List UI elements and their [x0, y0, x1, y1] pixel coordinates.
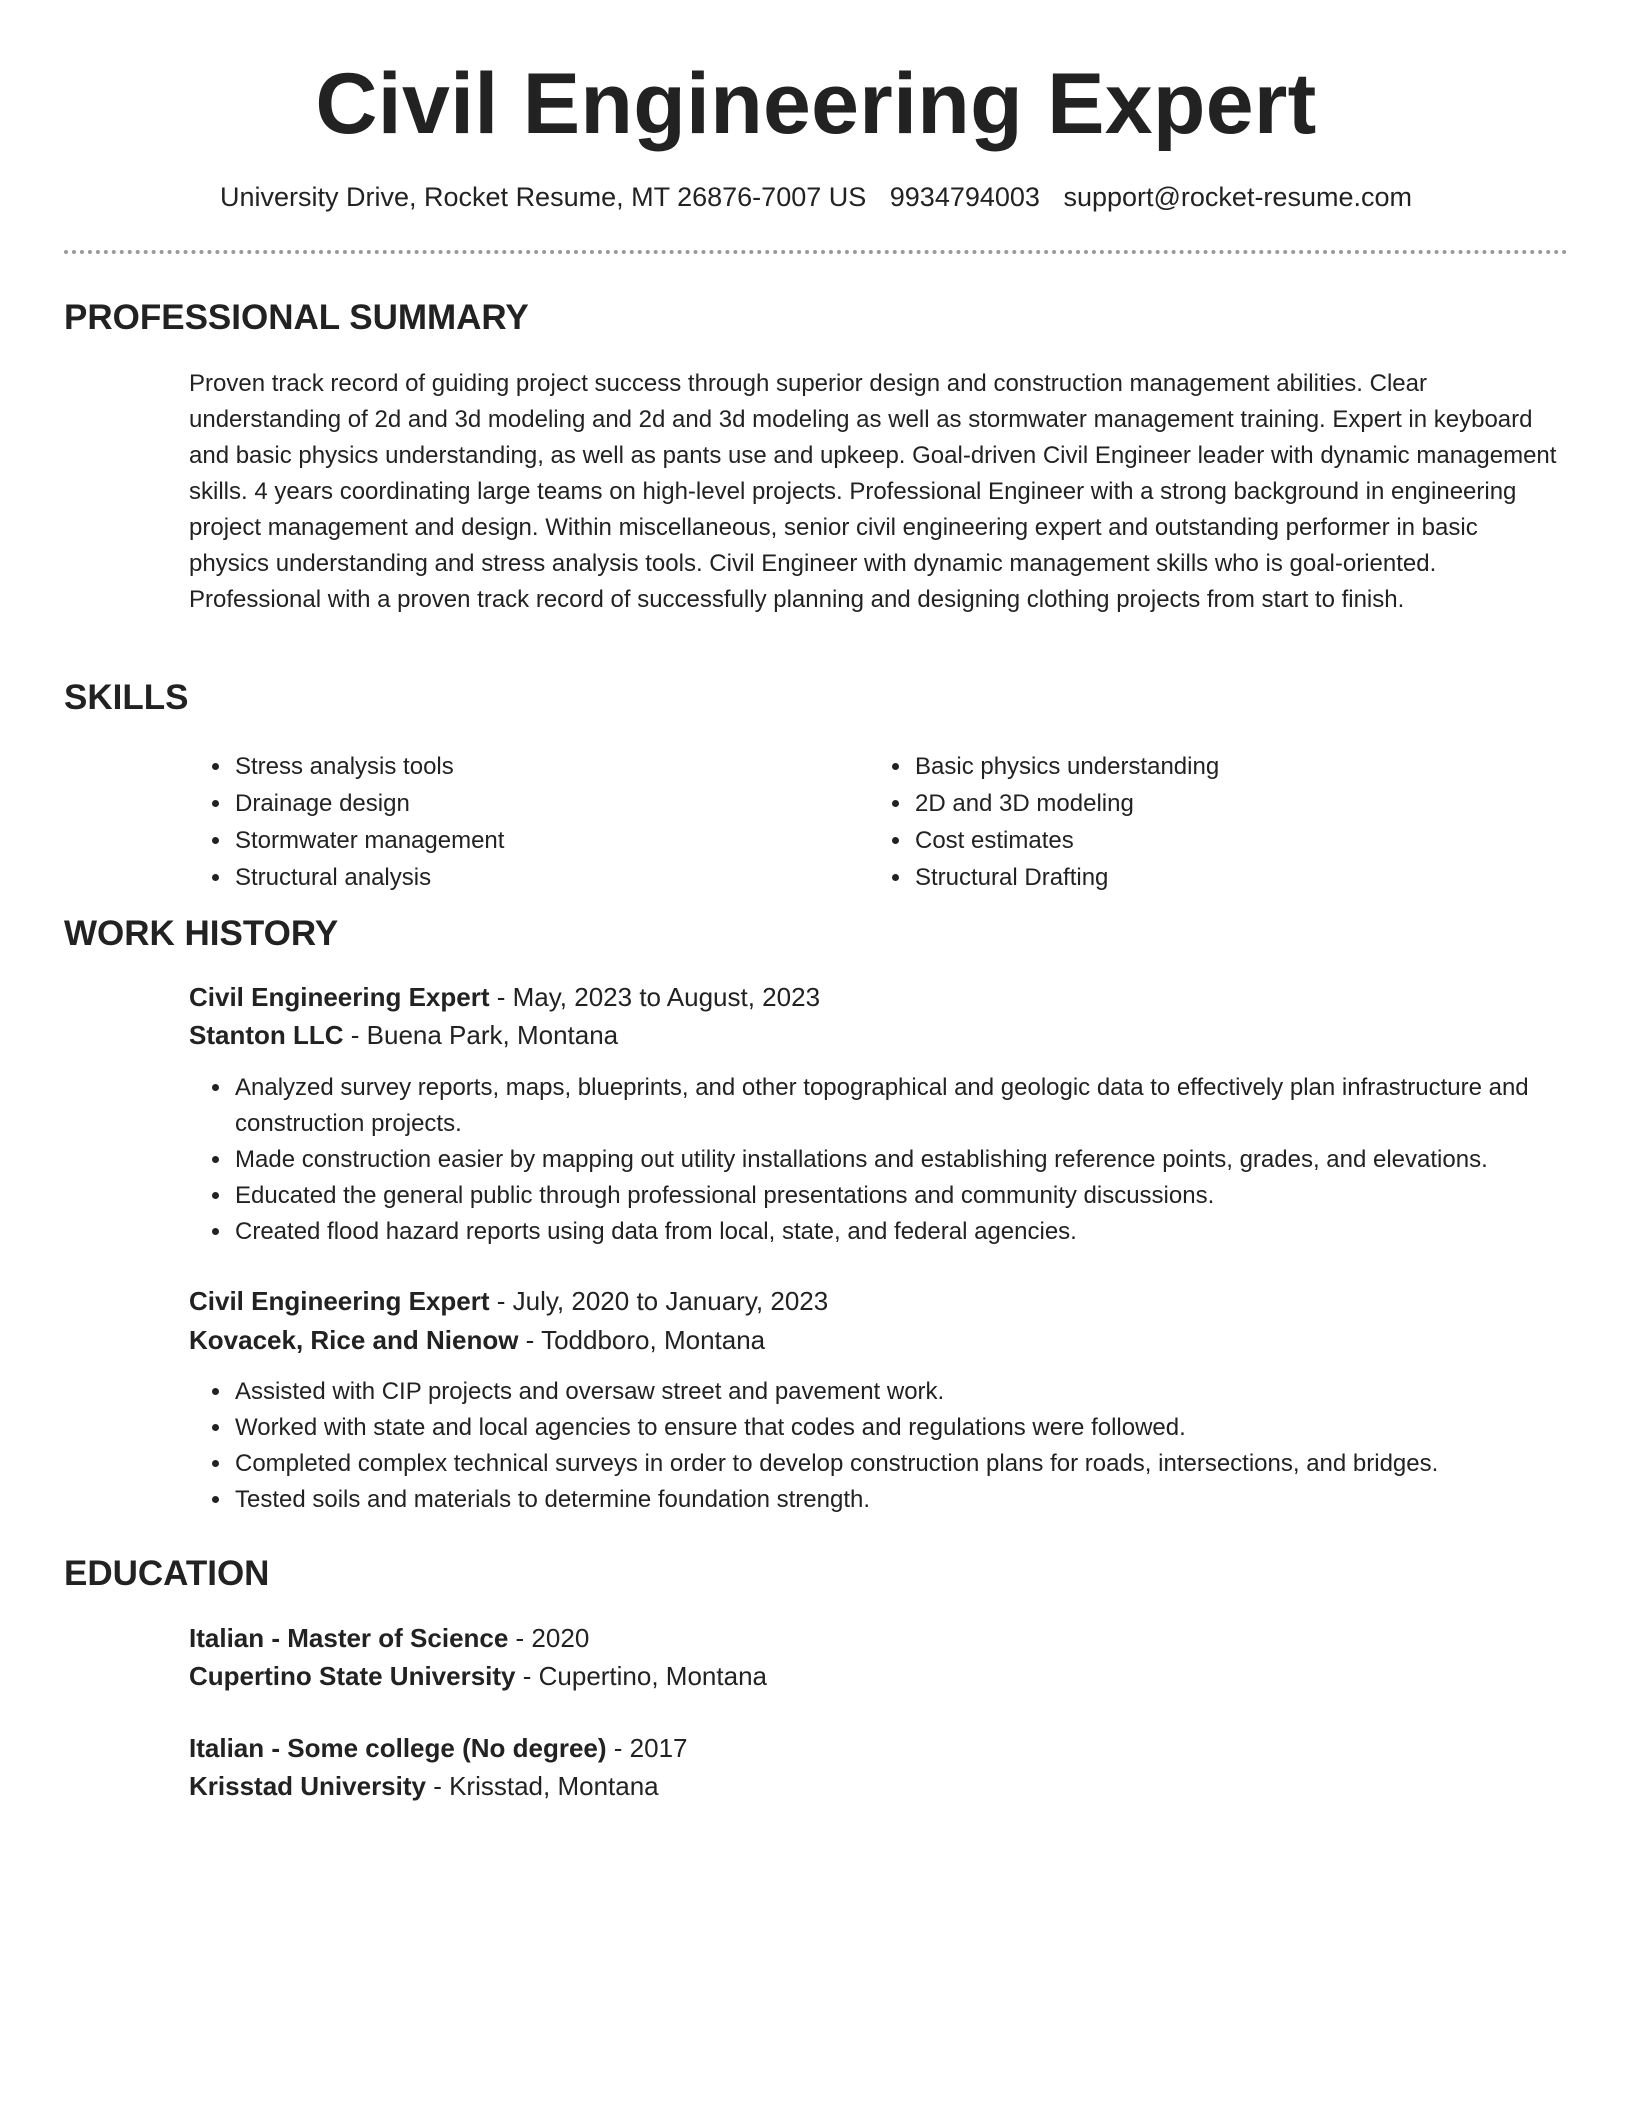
summary-heading: PROFESSIONAL SUMMARY	[64, 298, 529, 337]
degree-year: - 2017	[606, 1733, 688, 1763]
job-location: - Toddboro, Montana	[518, 1325, 766, 1355]
summary-text: Proven track record of guiding project success through superior design and construction management abilities. Clear understanding of 2d and 3d modeling and 2d and 3d modeling as well as stormwater management training. Expert in keyboard and basic physics understanding, as well as pants use and upkeep. Goal-driven Civil Engineer leader with dynamic management skills. 4 years coordinating large teams on high-level projects. Professional Engineer with a strong background in engineering project management and design. Within miscellaneous, senior civil engineering expert and outstanding performer in basic physics understanding and stress analysis tools. Civil Engineer with dynamic management skills who is goal-oriented. Professional with a proven track record of successfully planning and designing clothing projects from start to finish.	[189, 370, 1557, 613]
skill-item: • Cost estimates	[913, 822, 1549, 859]
address-text: University Drive, Rocket Resume, MT 26876-7007 US	[220, 182, 867, 212]
school-location: - Krisstad, Montana	[425, 1771, 659, 1801]
skills-list	[189, 748, 1569, 896]
degree-line	[189, 1619, 589, 1657]
job-location: - Buena Park, Montana	[343, 1020, 619, 1050]
school-location: - Cupertino, Montana	[515, 1661, 767, 1691]
resume-name: Civil Engineering Expert	[315, 56, 1317, 152]
skills-column-right	[869, 748, 1549, 896]
education-heading: EDUCATION	[64, 1554, 270, 1593]
skill-item: • Basic physics understanding	[913, 748, 1549, 785]
work-history-heading: WORK HISTORY	[64, 914, 339, 953]
header-divider	[64, 250, 1568, 254]
skill-item: • Stress analysis tools	[233, 748, 869, 785]
school-line	[189, 1767, 659, 1805]
job-role: Civil Engineering Expert	[189, 982, 490, 1012]
degree-name: Italian - Master of Science	[189, 1623, 509, 1653]
job-bullets	[189, 1374, 1613, 1518]
skill-item: • 2D and 3D modeling	[913, 785, 1549, 822]
job-bullet: • Created flood hazard reports using data from local, state, and federal agencies.	[233, 1214, 1613, 1250]
job-title-line	[189, 1282, 828, 1320]
job-bullet: • Made construction easier by mapping out utility installations and establishing reference points, grades, and elevations.	[233, 1142, 1613, 1178]
job-dates: - May, 2023 to August, 2023	[489, 982, 821, 1012]
job-company-line	[189, 1016, 618, 1054]
skill-item: • Stormwater management	[233, 822, 869, 859]
job-bullet: • Analyzed survey reports, maps, blueprints, and other topographical and geologic data to effectively plan infrastructure and construction projects.	[233, 1070, 1613, 1142]
phone-text: 9934794003	[889, 182, 1040, 212]
job-company-line	[189, 1321, 765, 1359]
skill-item: • Drainage design	[233, 785, 869, 822]
job-bullet: • Tested soils and materials to determine foundation strength.	[233, 1482, 1613, 1518]
job-dates: - July, 2020 to January, 2023	[489, 1286, 829, 1316]
skill-item: • Structural analysis	[233, 859, 869, 896]
job-bullet: • Educated the general public through professional presentations and community discussions.	[233, 1178, 1613, 1214]
skills-column-left	[189, 748, 869, 896]
job-company: Stanton LLC	[189, 1020, 344, 1050]
degree-year: - 2020	[508, 1623, 590, 1653]
job-company: Kovacek, Rice and Nienow	[189, 1325, 519, 1355]
school-name: Cupertino State University	[189, 1661, 516, 1691]
job-bullets	[189, 1070, 1613, 1250]
school-name: Krisstad University	[189, 1771, 426, 1801]
degree-line	[189, 1729, 688, 1767]
job-bullet: • Assisted with CIP projects and oversaw street and pavement work.	[233, 1374, 1613, 1410]
email-text: support@rocket-resume.com	[1063, 182, 1412, 212]
job-bullet: • Worked with state and local agencies to ensure that codes and regulations were followed.	[233, 1410, 1613, 1446]
job-role: Civil Engineering Expert	[189, 1286, 490, 1316]
job-title-line	[189, 978, 820, 1016]
contact-line	[0, 179, 1632, 215]
school-line	[189, 1657, 767, 1695]
skill-item: • Structural Drafting	[913, 859, 1549, 896]
degree-name: Italian - Some college (No degree)	[189, 1733, 607, 1763]
job-bullet: • Completed complex technical surveys in order to develop construction plans for roads, intersections, and bridges.	[233, 1446, 1613, 1482]
skills-heading: SKILLS	[64, 678, 189, 717]
